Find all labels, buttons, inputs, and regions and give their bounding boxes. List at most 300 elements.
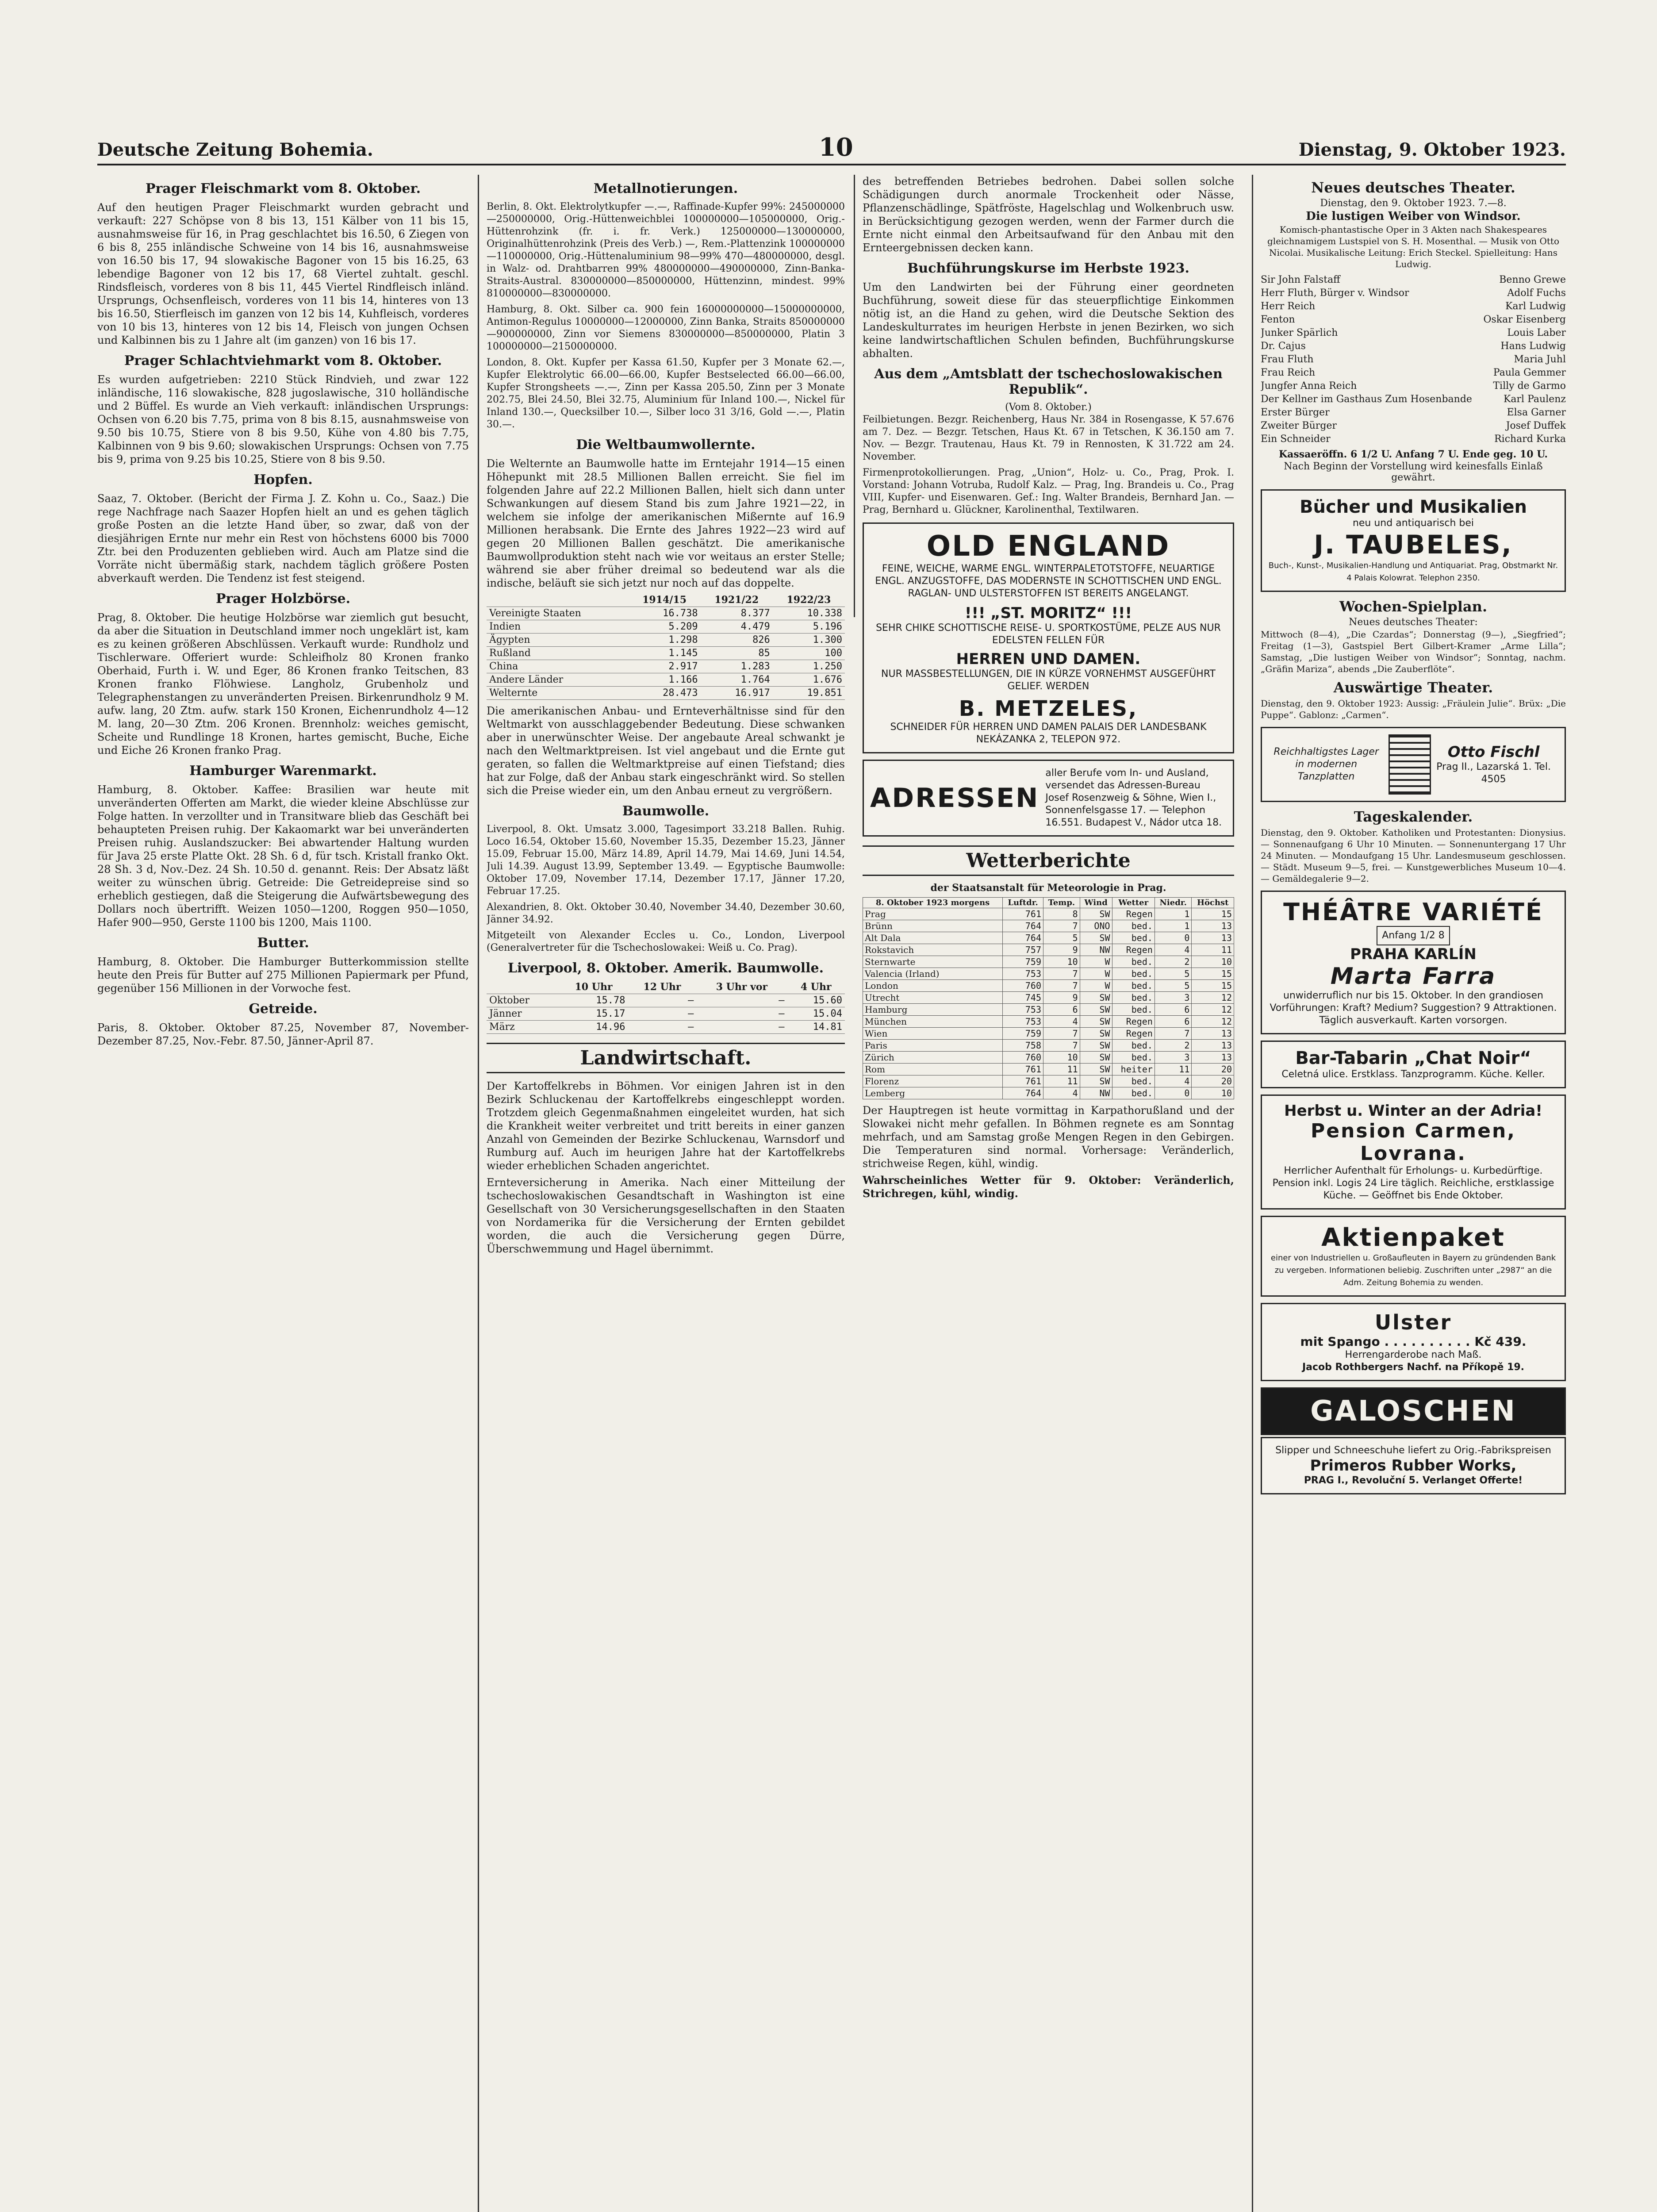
table-cell: 10: [1192, 1087, 1234, 1099]
table-cell: 7: [1043, 968, 1080, 980]
table-cell: 4.479: [701, 620, 773, 634]
table-cell: 1.298: [629, 634, 701, 647]
table-cell: 753: [1003, 968, 1043, 980]
table-cell: 7: [1043, 920, 1080, 932]
table-cell: 4: [1155, 944, 1192, 956]
section-title: Butter.: [257, 935, 309, 951]
ad-title: !!! „ST. MORITZ“ !!!: [964, 604, 1132, 622]
table-cell: Oktober: [487, 994, 560, 1007]
ad-text: mit Spango . . . . . . . . . . Kč 439.: [1300, 1334, 1527, 1349]
table-cell: 2: [1155, 956, 1192, 968]
table-cell: 11: [1155, 1064, 1192, 1075]
table-cell: 4: [1043, 1087, 1080, 1099]
page-number: 10: [818, 133, 853, 162]
article-text: Mittwoch (8—4), „Die Czardas“; Donnerstag (9—), „Siegfried“; Freitag (1—3), Gastspiel Bert Gilbert-Kramer „Arme Lilla“; Samstag, „Die lustigen Weiber von Windsor“; Sonntag, nachm. „Gräfin Mariza“, abends „Die Zauberflöte“.: [1261, 629, 1566, 674]
table-cell: W: [1080, 956, 1112, 968]
ad-pension: [1261, 1094, 1566, 1210]
table-cell: SW: [1080, 1052, 1112, 1064]
article-text: Der Hauptregen ist heute vormittag in Karpathorußland und der Slowakei nicht mehr gefallen. In Böhmen regnete es am Sonntag mehrfach, und am Samstag große Mengen Regen in den Gebirgen. Die Temperaturen sind normal. Vorhersage: Veränderlich, strichweise Regen, kühl, windig.: [863, 1104, 1234, 1170]
section-title: Metallnotierungen.: [593, 181, 738, 196]
table-header-cell: 1914/15: [629, 593, 701, 607]
table-header-cell: Höchst: [1192, 898, 1234, 908]
table-cell: 4: [1155, 1075, 1192, 1087]
table-cell: bed.: [1112, 1075, 1155, 1087]
section-title: Auswärtige Theater.: [1333, 679, 1493, 696]
table-cell: bed.: [1112, 1040, 1155, 1052]
table-row: [487, 994, 845, 1007]
column-divider: [478, 175, 479, 2212]
article-text: Hamburg, 8. Okt. Silber ca. 900 fein 16000000000—15000000000, Antimon-Regulus 10000000—12000000, Zinn Banka, Straits 850000000—900000000, Zinn vor Siemens 830000000—850000000, Platin 3 100000000—2150000000.: [487, 304, 845, 352]
table-cell: 7: [1043, 980, 1080, 992]
cast-role: Dr. Cajus: [1261, 341, 1306, 352]
table-header-cell: 8. Oktober 1923 morgens: [863, 898, 1003, 908]
table-cell: SW: [1080, 908, 1112, 920]
table-cell: 5: [1155, 980, 1192, 992]
table-cell: Valencia (Irland): [863, 968, 1003, 980]
table-header-cell: 3 Uhr vor: [696, 980, 787, 994]
table-cell: 19.851: [773, 687, 845, 700]
table-cell: —: [628, 1007, 696, 1021]
table-cell: —: [696, 1007, 787, 1021]
ad-text: SCHNEIDER FÜR HERREN UND DAMEN PALAIS DER LANDESBANK NEKÁZANKA 2, TELEPON 972.: [890, 722, 1207, 745]
table-cell: Rokstavich: [863, 944, 1003, 956]
ad-title: Bücher und Musikalien: [1300, 497, 1527, 517]
table-row: [863, 1087, 1234, 1099]
paper-title: Deutsche Zeitung Bohemia.: [97, 139, 373, 160]
ad-text: einer von Industriellen u. Großaufleuten in Bayern zu gründenden Bank zu vergeben. Informationen beliebig. Zuschriften unter „2987“ an die Adm. Zeitung Bohemia zu wenden.: [1270, 1253, 1556, 1287]
table-cell: Paris: [863, 1040, 1003, 1052]
table-cell: März: [487, 1021, 560, 1034]
section-title: Hopfen.: [253, 472, 313, 488]
cast-actor: Hans Ludwig: [1500, 341, 1566, 352]
cast-role: Herr Reich: [1261, 301, 1316, 312]
ad-text: Slipper und Schneeschuhe liefert zu Orig.-Fabrikspreisen: [1275, 1445, 1551, 1456]
table-cell: 13: [1192, 1028, 1234, 1040]
table-cell: 764: [1003, 1087, 1043, 1099]
ad-text: Herrengarderobe nach Maß.: [1345, 1349, 1482, 1360]
section-title: Tageskalender.: [1354, 808, 1473, 825]
article-text: Ernteversicherung in Amerika. Nach einer Mitteilung der tschechoslowakischen Gesandtschaft in Washington ist eine Gesellschaft von 30 Versicherungsgesellschaften in den Staaten von Nordamerika für die Versicherung der Ernten gebildet worden, die auch die Versicherung gegen Dürre, Überschwemmung und Hagel übernimmt.: [487, 1176, 845, 1255]
column-divider: [1252, 175, 1253, 2212]
cast-row: [1261, 366, 1566, 380]
article-text: Hamburg, 8. Oktober. Kaffee: Brasilien war heute mit unveränderten Offerten am Markt, die wieder kleine Abschlüsse zur Folge hatten. In verzollter und in Transitware blieb das Geschäft bei behaupteten Preisen ruhig. Der Kakaomarkt war bei unveränderten Preisen ruhig. Auslandszucker: Bei abwartender Haltung wurden für Java 25 erste Platte Okt. 28 Sh. 6 d, für tsch. Kristall franko Okt. 28 Sh. 3 d, Nov.-Dez. 24 Sh. 10.50 d. genannt. Reis: Der Absatz läßt weiter zu wünschen übrig. Getreide: Die Getreidepreise sind so erheblich gestiegen, daß die Steigerung die Aufwärtsbewegung des Dollars noch übertrifft. Weizen 1050—1200, Roggen 950—1050, Hafer 900—950, Gerste 1100 bis 1200, Mais 1100.: [97, 783, 469, 929]
cast-role: Frau Fluth: [1261, 354, 1314, 365]
column-market-reports: [97, 175, 469, 1051]
ad-title: Herbst u. Winter an der Adria!: [1284, 1102, 1542, 1120]
table-cell: SW: [1080, 1016, 1112, 1028]
table-cell: Welternte: [487, 687, 629, 700]
ad-title: THÉÂTRE VARIÉTÉ: [1283, 898, 1543, 926]
table-cell: —: [628, 1021, 696, 1034]
table-cell: W: [1080, 980, 1112, 992]
table-cell: 8: [1043, 908, 1080, 920]
table-cell: 5: [1043, 932, 1080, 944]
table-cell: 759: [1003, 956, 1043, 968]
ad-text: Jacob Rothbergers Nachf. na Příkopě 19.: [1302, 1362, 1525, 1373]
table-cell: Regen: [1112, 1016, 1155, 1028]
table-cell: 3: [1155, 992, 1192, 1004]
cast-actor: Josef Duffek: [1506, 420, 1566, 431]
table-cell: 753: [1003, 1016, 1043, 1028]
cotton-table: [487, 593, 845, 700]
table-cell: bed.: [1112, 1052, 1155, 1064]
table-row: [487, 1007, 845, 1021]
theatre-play: Die lustigen Weiber von Windsor.: [1306, 210, 1521, 223]
article-text: London, 8. Okt. Kupfer per Kassa 61.50, Kupfer per 3 Monate 62.—, Kupfer Elektrolytic 66.00—66.00, Kupfer Bestselected 66.00—66.00, Kupfer Strongsheets —.—, Zinn per Kassa 205.50, Zinn per 3 Monate 202.75, Blei 24.50, Blei 32.75, Aluminium für Inland 100.—, Nickel für Inland 130.—, Quecksilber 10.—, Silber loco 31 3/16, Gold —.—, Platin 30.—.: [487, 357, 845, 430]
ad-text: aller Berufe vom In- und Ausland, versendet das Adressen-Bureau Josef Rosenzweig & Söhne, Wien I., Sonnenfelsgasse 17. — Telephon 16.551. Budapest V., Nádor utca 18.: [1045, 768, 1222, 828]
table-cell: Jänner: [487, 1007, 560, 1021]
table-cell: 15: [1192, 980, 1234, 992]
table-header-cell: 10 Uhr: [560, 980, 628, 994]
table-cell: Utrecht: [863, 992, 1003, 1004]
table-cell: 13: [1192, 920, 1234, 932]
cast-actor: Elsa Garner: [1507, 407, 1566, 418]
cast-actor: Tilly de Garmo: [1493, 380, 1566, 392]
table-cell: 20: [1192, 1064, 1234, 1075]
table-cell: 10: [1043, 1052, 1080, 1064]
table-header-cell: Niedr.: [1155, 898, 1192, 908]
table-cell: 6: [1155, 1016, 1192, 1028]
table-cell: heiter: [1112, 1064, 1155, 1075]
table-row: [863, 1052, 1234, 1064]
table-cell: 1: [1155, 920, 1192, 932]
ad-bookstore: [1261, 489, 1566, 592]
ad-title: GALOSCHEN: [1310, 1395, 1516, 1428]
article-text: Berlin, 8. Okt. Elektrolytkupfer —.—, Raffinade-Kupfer 99%: 245000000—250000000, Orig.-Hüttenweichblei 100000000—105000000, Orig.-Hüttenrohzink (fr. i. fr. Verk.) 125000000—130000000, Originalhüttenrohzink (Preis des Verb.) —, Rem.-Plattenzink 100000000—110000000, Orig.-Hüttenaluminium 98—99% 470—480000000, desgl. in Walz- od. Drahtbarren 99% 480000000—490000000, Zinn-Banka-Straits-Austral. 830000000—850000000, Hüttenzinn, mindest. 99% 810000000—830000000.: [487, 201, 845, 299]
table-cell: 758: [1003, 1040, 1043, 1052]
article-text: Prag, 8. Oktober. Die heutige Holzbörse war ziemlich gut besucht, da aber die Situation in Deutschland immer noch ungeklärt ist, kam es zu keinen größeren Abschlüssen. Verkauft wurde: Rundholz und Tischlerware. Offeriert wurde: Schleifholz 80 Kronen franko Oberhaid, Furth i. W. und Eger, 86 Kronen franko Teitschen, 83 Kronen franko Flöhwiese. Langholz, Grubenholz und Telegraphenstangen zu unveränderten Preisen. Birkenrundholz 9 M. aufw. lang, 20 Ztm. aufw. stark 150 Kronen, Eichenrundholz 4—12 M. lang, 20—30 Ztm. 206 Kronen. Brennholz: weiches gemischt, Scheite und Rundlinge 18 Kronen, hartes gemischt, Buche, Eiche und Eiche 26 Kronen franko Prag.: [97, 611, 469, 757]
theatre-description: Komisch-phantastische Oper in 3 Akten nach Shakespeares gleichnamigem Lustspiel von S. H. Mosenthal. — Musik von Otto Nicolai. Musikalische Leitung: Erich Steckel. Spielleitung: Hans Ludwig.: [1267, 224, 1559, 269]
table-cell: 8.377: [701, 607, 773, 620]
cast-row: [1261, 419, 1566, 433]
table-cell: 16.917: [701, 687, 773, 700]
table-row: [863, 956, 1234, 968]
table-cell: 1.676: [773, 673, 845, 687]
table-row: [487, 673, 845, 687]
cast-actor: Adolf Fuchs: [1507, 288, 1566, 299]
ad-title: HERREN UND DAMEN.: [956, 650, 1141, 668]
article-text: Die Welternte an Baumwolle hatte im Erntejahr 1914—15 einen Höhepunkt mit 28.5 Millionen Ballen erreicht. Sie fiel im folgenden Jahre auf 22.2 Millionen Ballen, hielt sich dann unter Schwankungen auf diesem Stand bis zum Jahre 1921—22, in welchem sie infolge der amerikanischen Mißernte auf 16.9 Millionen herabsank. Die Ernte des Jahres 1922—23 wird auf gegen 20 Millionen Ballen geschätzt. Die amerikanische Baumwollproduktion steht nach wie vor weitaus an erster Stelle; während sie aber früher dreimal so bedeutend war als die indische, beläuft sie sich jetzt nur noch auf das doppelte.: [487, 457, 845, 589]
ad-aktienpaket: [1261, 1216, 1566, 1297]
ad-title: Pension Carmen, Lovrana.: [1311, 1120, 1516, 1165]
table-cell: 1: [1155, 908, 1192, 920]
section-title: Hamburger Warenmarkt.: [189, 763, 377, 779]
table-cell: 2: [1155, 1040, 1192, 1052]
table-row: [863, 1016, 1234, 1028]
ad-title: J. TAUBELES,: [1314, 530, 1513, 560]
table-cell: 14.81: [787, 1021, 845, 1034]
ad-variete: [1261, 891, 1566, 1034]
article-text: Paris, 8. Oktober. Oktober 87.25, November 87, November-Dezember 87.25, Nov.-Febr. 87.50, Jänner-April 87.: [97, 1022, 469, 1047]
table-cell: 20: [1192, 1075, 1234, 1087]
table-header-cell: [487, 980, 560, 994]
cast-list: [1261, 273, 1566, 446]
table-row: [863, 908, 1234, 920]
table-cell: 757: [1003, 944, 1043, 956]
table-cell: 9: [1043, 992, 1080, 1004]
table-cell: London: [863, 980, 1003, 992]
table-cell: bed.: [1112, 968, 1155, 980]
theatre-times: Kassaeröffn. 6 1/2 U. Anfang 7 U. Ende geg. 10 U.: [1278, 449, 1548, 460]
table-cell: Rußland: [487, 647, 629, 660]
table-cell: bed.: [1112, 920, 1155, 932]
table-header-cell: 1921/22: [701, 593, 773, 607]
table-cell: 15: [1192, 908, 1234, 920]
table-cell: W: [1080, 968, 1112, 980]
table-cell: 1.250: [773, 660, 845, 673]
cast-role: Junker Spärlich: [1261, 327, 1338, 338]
section-title: Liverpool, 8. Oktober. Amerik. Baumwolle.: [507, 960, 824, 976]
table-row: [863, 980, 1234, 992]
table-row: [863, 1004, 1234, 1016]
table-cell: 5.196: [773, 620, 845, 634]
ad-old-england: [863, 522, 1234, 753]
ad-title: PRAHA KARLÍN: [1350, 945, 1477, 963]
table-cell: SW: [1080, 1028, 1112, 1040]
table-cell: 10: [1043, 956, 1080, 968]
ad-title: Primeros Rubber Works,: [1310, 1457, 1517, 1475]
table-row: [487, 634, 845, 647]
ad-text: Reichhaltigstes Lager in modernen Tanzplatten: [1273, 746, 1379, 782]
article-text: Hamburg, 8. Oktober. Die Hamburger Butterkommission stellte heute den Preis für Butter auf 275 Millionen Papiermark per Pfund, gegenüber 156 Millionen in der Vorwoche fest.: [97, 956, 469, 995]
table-header-cell: Temp.: [1043, 898, 1080, 908]
section-title: Getreide.: [249, 1001, 318, 1017]
table-header-cell: Luftdr.: [1003, 898, 1043, 908]
table-cell: 100: [773, 647, 845, 660]
ad-bar-tabarin: [1261, 1041, 1566, 1088]
table-cell: 3: [1155, 1052, 1192, 1064]
cast-role: Der Kellner im Gasthaus Zum Hosenbande: [1261, 394, 1472, 405]
table-row: [863, 1064, 1234, 1075]
table-cell: Regen: [1112, 1028, 1155, 1040]
section-title: Die Weltbaumwollernte.: [576, 437, 756, 453]
table-cell: 7: [1043, 1028, 1080, 1040]
weather-table: [863, 897, 1234, 1099]
table-cell: Andere Länder: [487, 673, 629, 687]
table-header-cell: Wetter: [1112, 898, 1155, 908]
table-cell: 15.78: [560, 994, 628, 1007]
table-cell: 1.283: [701, 660, 773, 673]
cast-role: Zweiter Bürger: [1261, 420, 1337, 431]
cast-row: [1261, 287, 1566, 300]
cast-row: [1261, 393, 1566, 406]
theatre-date: Dienstag, den 9. Oktober 1923. 7.—8.: [1320, 198, 1507, 209]
table-row: [487, 607, 845, 620]
cast-role: Sir John Falstaff: [1261, 274, 1340, 285]
table-cell: 10.338: [773, 607, 845, 620]
subcolumn-right: [863, 175, 1234, 1204]
table-row: [863, 1075, 1234, 1087]
gramophone-icon: [1389, 734, 1431, 795]
ad-adressen: [863, 760, 1234, 837]
section-title: Prager Schlachtviehmarkt vom 8. Oktober.: [124, 353, 442, 369]
section-title: Prager Fleischmarkt vom 8. Oktober.: [145, 181, 421, 196]
article-text: Saaz, 7. Oktober. (Bericht der Firma J. Z. Kohn u. Co., Saaz.) Die rege Nachfrage nach Saazer Hopfen hielt an und es gehen täglich große Posten an die letzte Hand über, so zwar, daß von der diesjährigen Ernte nur mehr ein Rest von höchstens 6000 bis 7000 Ztr. bei den Produzenten geblieben wird. Auch am Platze sind die Vorräte nicht übermäßig stark, nachdem täglich größere Posten abverkauft werden. Die Tendenz ist fest steigend.: [97, 492, 469, 584]
ad-title: OLD ENGLAND: [926, 530, 1170, 563]
table-row: [863, 992, 1234, 1004]
table-cell: NW: [1080, 1087, 1112, 1099]
cast-actor: Maria Juhl: [1514, 354, 1566, 365]
table-cell: 761: [1003, 1064, 1043, 1075]
table-cell: 85: [701, 647, 773, 660]
table-cell: 28.473: [629, 687, 701, 700]
table-header-cell: 12 Uhr: [628, 980, 696, 994]
ad-title: Ulster: [1374, 1310, 1452, 1334]
cast-row: [1261, 340, 1566, 353]
table-cell: 12: [1192, 1016, 1234, 1028]
table-cell: 10: [1192, 956, 1234, 968]
table-cell: 826: [701, 634, 773, 647]
table-cell: Brünn: [863, 920, 1003, 932]
ad-text: FEINE, WEICHE, WARME ENGL. WINTERPALETOTSTOFFE, NEUARTIGE ENGL. ANZUGSTOFFE, DAS MODERNSTE IN SCHOTTISCHEN UND ENGL. RAGLAN- UND ULSTERSTOFFEN IST BEREITS ANGELANGT.: [875, 563, 1222, 599]
article-text: Dienstag, den 9. Oktober. Katholiken und Protestanten: Dionysius. — Sonnenaufgang 6 Uhr 10 Minuten. — Sonnenuntergang 17 Uhr 24 Minuten. — Mondaufgang 15 Uhr. Landesmuseum geschlossen. — Städt. Museum 9—5, frei. — Kunstgewerbliches Museum 10—4. — Gemäldegalerie 9—2.: [1261, 827, 1566, 884]
cast-role: Fenton: [1261, 314, 1295, 325]
table-cell: Alt Dala: [863, 932, 1003, 944]
section-subtitle: Neues deutsches Theater:: [1349, 617, 1478, 628]
article-text: Die amerikanischen Anbau- und Ernteverhältnisse sind für den Weltmarkt von ausschlaggebender Bedeutung. Diese schwanken aber in unerwünschter Weise. Der angebaute Areal schwankt je nach den Weltmarktpreisen. Ist viel angebaut und die Ernte gut geraten, so fallen die Weltmarktpreise auf einen Tiefstand; dies hat zur Folge, daß der Anbau stark eingeschränkt wird. So stellen sich die Preise wieder ein, um den Anbau erneut zu vergrößern.: [487, 705, 845, 797]
cast-row: [1261, 380, 1566, 393]
table-cell: 764: [1003, 932, 1043, 944]
ad-text: unwiderruflich nur bis 15. Oktober. In den grandiosen Vorführungen: Kraft? Medium? Suggestion? 9 Attraktionen. Täglich ausverkauft. Karten vorsorgen.: [1270, 990, 1557, 1026]
table-cell: 760: [1003, 980, 1043, 992]
section-title: Prager Holzbörse.: [215, 591, 351, 607]
table-cell: 753: [1003, 1004, 1043, 1016]
table-cell: München: [863, 1016, 1003, 1028]
table-cell: 13: [1192, 1040, 1234, 1052]
table-row: [863, 968, 1234, 980]
article-text: Um den Landwirten bei der Führung einer geordneten Buchführung, soweit diese für das steuerpflichtige Einkommen nötig ist, an die Hand zu gehen, wird die Deutsche Sektion des Landeskulturrates im heurigen Herbste in jenen Bezirken, wo sich keine landwirtschaftlichen Schulen befinden, Buchführungskurse abhalten.: [863, 281, 1234, 360]
table-cell: 5: [1155, 968, 1192, 980]
table-cell: bed.: [1112, 980, 1155, 992]
ad-text: PRAG I., Revoluční 5. Verlanget Offerte!: [1304, 1475, 1523, 1486]
table-cell: 761: [1003, 908, 1043, 920]
column-ads: [1261, 175, 1566, 2212]
table-cell: 1.300: [773, 634, 845, 647]
section-title: Aus dem „Amtsblatt der tschechoslowakischen Republik“.: [874, 366, 1223, 397]
article-text: Mitgeteilt von Alexander Eccles u. Co., London, Liverpool (Generalvertreter für die Tschechoslowakei: Weiß u. Co. Prag).: [487, 930, 845, 953]
table-cell: 5.209: [629, 620, 701, 634]
table-cell: bed.: [1112, 956, 1155, 968]
ad-text: Celetná ulice. Erstklass. Tanzprogramm. Küche. Keller.: [1281, 1069, 1545, 1080]
table-cell: 2.917: [629, 660, 701, 673]
table-cell: 12: [1192, 992, 1234, 1004]
table-cell: Ägypten: [487, 634, 629, 647]
table-cell: bed.: [1112, 1004, 1155, 1016]
article-text: Alexandrien, 8. Okt. Oktober 30.40, November 34.40, Dezember 30.60, Jänner 34.92.: [487, 902, 845, 925]
section-title: Baumwolle.: [622, 803, 710, 819]
table-cell: 7: [1043, 1040, 1080, 1052]
table-row: [863, 920, 1234, 932]
table-cell: 4: [1043, 1016, 1080, 1028]
ad-gramophone: [1261, 727, 1566, 802]
table-cell: 15.60: [787, 994, 845, 1007]
masthead: [97, 133, 1566, 165]
table-cell: Prag: [863, 908, 1003, 920]
column-economy: [487, 175, 1247, 2212]
table-row: [863, 1028, 1234, 1040]
ad-title: Otto Fischl: [1447, 743, 1540, 761]
table-cell: bed.: [1112, 1087, 1155, 1099]
table-header-cell: 4 Uhr: [787, 980, 845, 994]
table-cell: bed.: [1112, 992, 1155, 1004]
ad-badge: Anfang 1/2 8: [1377, 926, 1450, 945]
table-cell: 11: [1043, 1064, 1080, 1075]
table-cell: 0: [1155, 1087, 1192, 1099]
article-text: Auf den heutigen Prager Fleischmarkt wurden gebracht und verkauft: 227 Schöpse von 8 bis 13, 151 Kälber von 11 bis 15, ausnahmsweise für 16, in Prag geschlachtet bis 16.50, 6 Ziegen von 6 bis 8, 255 inländische Schweine von 14 bis 16, ausnahmsweise von 16.50 bis 17, 94 slowakische Bagoner von 15 bis 16.25, 63 lebendige Bagoner von 12 bis 17, 68 Viertel zuhtalt. geschl. Rindsfleisch, vorderes von 8 bis 11, 445 Viertel Rindfleisch inländ. Ursprungs, Ochsenfleisch, vorderes von 11 bis 14, hinteres von 13 bis 16.50, Stierfleisch im ganzen von 12 bis 14, Kuhfleisch, vorderes von 10 bis 13, hinteres von 12 bis 14, Fleisch von jungen Ochsen und Kalbinnen bis zu 1 Jahre alt (im ganzen) von 16 bis 17.: [97, 201, 469, 346]
ad-title: Bar-Tabarin „Chat Noir“: [1295, 1048, 1531, 1068]
ad-title: B. METZELES,: [959, 696, 1138, 721]
table-cell: 16.738: [629, 607, 701, 620]
ad-text: neu und antiquarisch bei: [1352, 518, 1474, 529]
table-cell: 13: [1192, 1052, 1234, 1064]
table-header-cell: [487, 593, 629, 607]
table-cell: Vereinigte Staaten: [487, 607, 629, 620]
liverpool-table: [487, 980, 845, 1034]
table-row: [863, 1040, 1234, 1052]
article-text: Liverpool, 8. Okt. Umsatz 3.000, Tagesimport 33.218 Ballen. Ruhig. Loco 16.54, Oktober 15.60, November 15.35, Dezember 15.23, Jänner 15.09, Februar 15.00, März 14.89, April 14.79, Mai 14.69, Juni 14.54, Juli 14.39. August 13.99, September 13.49. — Egyptische Baumwolle: Oktober 17.09, November 17.14, Dezember 17.17, Jänner 17.20, Februar 17.25.: [487, 824, 845, 897]
table-cell: Regen: [1112, 944, 1155, 956]
cast-actor: Oskar Eisenberg: [1483, 314, 1566, 325]
section-title: Buchführungskurse im Herbste 1923.: [907, 261, 1189, 276]
table-cell: 15.17: [560, 1007, 628, 1021]
table-cell: SW: [1080, 1040, 1112, 1052]
theatre-note: Nach Beginn der Vorstellung wird keinesfalls Einlaß gewährt.: [1284, 461, 1543, 483]
ad-title: ADRESSEN: [870, 783, 1039, 814]
theatre-title: Neues deutsches Theater.: [1311, 179, 1515, 196]
article-text: des betreffenden Betriebes bedrohen. Dabei sollen solche Schädigungen durch anormale Trockenheit oder Nässe, Pflanzenschädlinge, Spätfröste, Hagelschlag und Wolkenbruch usw. in Berücksichtigung gezogen werden, wenn der Farmer durch die Ernte nicht einmal den Arbeitsaufwand für den Anbau mit den Ernteergebnissen decken kann.: [863, 175, 1234, 254]
article-text: Firmenprotokollierungen. Prag, „Union“, Holz- u. Co., Prag, Prok. I. Vorstand: Johann Votruba, Rudolf Kalz. — Prag, Ing. Brandeis u. Co., Prag VIII, Kupfer- und Eisenwaren. Gef.: Ing. Walter Brandeis, Bernhard Jan. — Prag, Bernhard u. Glückner, Karolinenthal, Textilwaren.: [863, 467, 1234, 515]
table-cell: 1.764: [701, 673, 773, 687]
table-cell: 760: [1003, 1052, 1043, 1064]
ad-text: SEHR CHIKE SCHOTTISCHE REISE- U. SPORTKOSTÜME, PELZE AUS NUR EDELSTEN FELLEN FÜR: [876, 622, 1221, 646]
ad-text: Prag II., Lazarská 1. Tel. 4505: [1436, 761, 1551, 785]
ad-ulster: [1261, 1303, 1566, 1381]
cast-row: [1261, 326, 1566, 340]
section-title: Wochen-Spielplan.: [1339, 598, 1488, 615]
table-cell: NW: [1080, 944, 1112, 956]
cast-actor: Benno Grewe: [1499, 274, 1566, 285]
cast-actor: Louis Laber: [1507, 327, 1566, 338]
table-cell: SW: [1080, 1064, 1112, 1075]
table-row: [863, 932, 1234, 944]
table-header-cell: 1922/23: [773, 593, 845, 607]
cast-row: [1261, 273, 1566, 287]
article-text: Der Kartoffelkrebs in Böhmen. Vor einigen Jahren ist in den Bezirk Schluckenau der Kartoffelkrebs eingeschleppt worden. Trotzdem gleich Gegenmaßnahmen eingeleitet wurden, hat sich die Krankheit weiter verbreitet und tritt bereits in einer ganzen Anzahl von Gemeinden der Bezirke Schluckenau, Warnsdorf und Rumburg auf. Auch im heurigen Jahre hat der Kartoffelkrebs wieder erheblichen Schaden angerichtet.: [487, 1080, 845, 1172]
table-cell: SW: [1080, 932, 1112, 944]
ad-text: Herrlicher Aufenthalt für Erholungs- u. Kurbedürftige. Pension inkl. Logis 24 Lire täglich. Reichliche, erstklassige Küche. — Geöffnet bis Ende Oktober.: [1272, 1165, 1554, 1201]
cast-actor: Richard Kurka: [1494, 434, 1566, 445]
table-cell: —: [696, 994, 787, 1007]
table-cell: 6: [1043, 1004, 1080, 1016]
article-text: Feilbietungen. Bezgr. Reichenberg, Haus Nr. 384 in Rosengasse, K 57.676 am 7. Dez. — Bezgr. Tetschen, Haus Kt. 67 in Tetschen, K 36.150 am 7. Nov. — Bezgr. Trautenau, Haus Kt. 79 in Rennosten, K 31.722 am 24. November.: [863, 414, 1234, 462]
subcolumn-left: [487, 175, 845, 1259]
table-cell: China: [487, 660, 629, 673]
table-row: [487, 660, 845, 673]
table-row: [487, 620, 845, 634]
table-row: [487, 687, 845, 700]
table-row: [487, 647, 845, 660]
cast-role: Erster Bürger: [1261, 407, 1330, 418]
table-cell: 1.166: [629, 673, 701, 687]
issue-date: Dienstag, 9. Oktober 1923.: [1298, 139, 1566, 160]
table-cell: SW: [1080, 1004, 1112, 1016]
cast-actor: Karl Ludwig: [1505, 301, 1566, 312]
table-cell: Indien: [487, 620, 629, 634]
table-cell: 7: [1155, 1028, 1192, 1040]
table-cell: 1.145: [629, 647, 701, 660]
table-cell: bed.: [1112, 932, 1155, 944]
cast-actor: Karl Paulenz: [1503, 394, 1566, 405]
